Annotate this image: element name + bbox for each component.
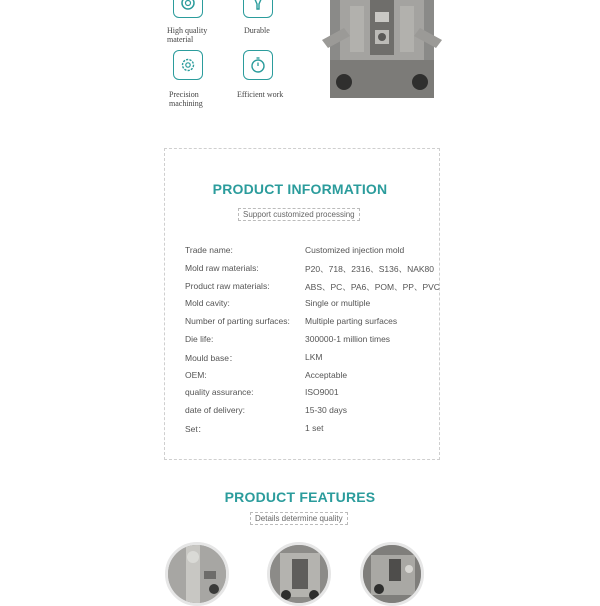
info-row-key: Mould base： <box>185 352 238 363</box>
feature-photo-3 <box>360 542 424 606</box>
info-row-key: Number of parting surfaces: <box>185 316 290 327</box>
feature-label-quality: High quality material <box>167 26 208 44</box>
info-row-value: 1 set <box>305 423 324 433</box>
info-row <box>185 316 445 328</box>
info-row <box>185 387 445 399</box>
info-row-value: 300000-1 million times <box>305 334 391 344</box>
info-row-value: LKM <box>305 351 323 362</box>
info-row <box>185 334 445 346</box>
info-row <box>185 405 445 417</box>
info-row-value: P20、718、2316、S136、NAK80 <box>305 263 434 274</box>
info-row-value: ABS、PC、PA6、POM、PP、PVC <box>305 281 440 292</box>
feature-label-precision: Precision machining <box>169 90 203 108</box>
info-row-key: Trade name: <box>185 245 233 255</box>
info-row-value: Acceptable <box>305 369 348 380</box>
info-row <box>185 245 445 257</box>
info-row-value: Single or multiple <box>305 298 371 309</box>
product-info-tag: Support customized processing <box>238 208 360 221</box>
stopwatch-icon <box>243 50 273 80</box>
info-row-key: OEM: <box>185 369 207 380</box>
feature-photo-1 <box>165 542 229 606</box>
gear-icon <box>173 50 203 80</box>
product-features-title: PRODUCT FEATURES <box>224 489 376 505</box>
info-row-value: 15-30 days <box>305 405 348 416</box>
info-row-key: Set： <box>185 424 207 434</box>
info-row-key: Die life: <box>185 334 214 344</box>
info-row <box>185 423 445 435</box>
info-row-key: Mold cavity: <box>185 298 230 309</box>
info-row <box>185 370 445 382</box>
feature-label-efficient: Efficient work <box>237 90 284 99</box>
info-row-value: Multiple parting surfaces <box>305 316 398 327</box>
mold-photo <box>322 0 442 100</box>
info-row <box>185 352 445 364</box>
info-row-key: Product raw materials: <box>185 280 270 291</box>
flask-icon <box>243 0 273 18</box>
info-row-value: Customized injection mold <box>305 245 405 255</box>
info-row <box>185 281 445 293</box>
info-row-key: quality assurance: <box>185 387 254 398</box>
info-row <box>185 298 445 310</box>
product-features-tag: Details determine quality <box>250 512 348 525</box>
feature-label-durable: Durable <box>244 26 270 35</box>
info-row-value: ISO9001 <box>305 387 339 398</box>
ring-icon <box>173 0 203 18</box>
product-info-title: PRODUCT INFORMATION <box>212 181 388 197</box>
info-row-key: date of delivery: <box>185 405 246 416</box>
info-row-key: Mold raw materials: <box>185 262 259 273</box>
info-row <box>185 263 445 275</box>
feature-photo-2 <box>267 542 331 606</box>
